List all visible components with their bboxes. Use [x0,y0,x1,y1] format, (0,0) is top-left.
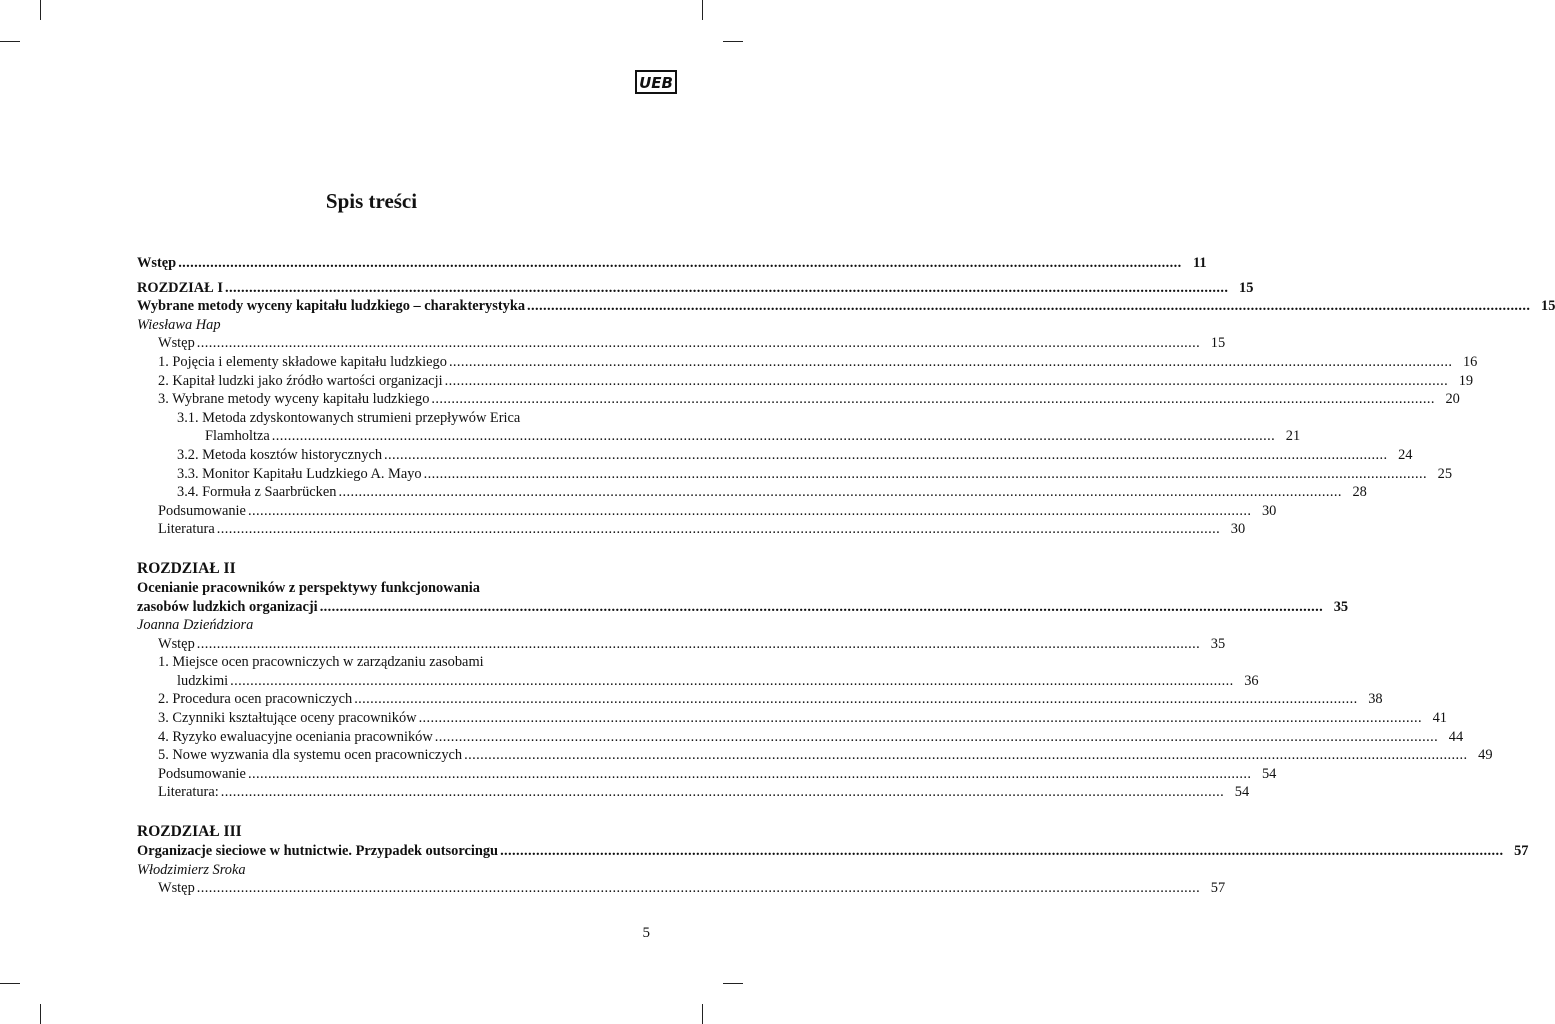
toc-entry[interactable]: 3. Czynniki kształtujące oceny pracowników ..... 41 [137,709,607,728]
toc-entry[interactable]: 1. Pojęcia i elementy składowe kapitału ludzkiego ..... 16 [137,353,607,372]
toc-entry[interactable]: 3.2. Metoda kosztów historycznych ..... 24 [137,446,607,465]
toc-entry[interactable]: Wstęp ..... 15 [137,334,607,353]
toc-entry-continuation[interactable]: Flamholtza ..... 21 [137,427,607,446]
toc-entry[interactable]: 5. Nowe wyzwania dla systemu ocen pracowniczych ..... 49 [137,746,607,765]
crop-mark [40,0,41,20]
toc-entry[interactable]: 1. Miejsce ocen pracowniczych w zarządzaniu zasobami [158,654,484,671]
toc-entry[interactable]: 3.3. Monitor Kapitału Ludzkiego A. Mayo ..... 25 [137,465,607,484]
toc-chapter-2-author: Joanna Dzieńdziora [137,617,254,634]
publisher-logo-icon [634,66,678,96]
toc-entry[interactable]: Podsumowanie ..... 54 [137,765,607,784]
toc-entry-intro[interactable]: Wstęp ..... 11 [137,254,607,273]
crop-mark [723,41,743,42]
toc-chapter-1-title[interactable]: Wybrane metody wyceny kapitału ludzkiego – charakterystyka ..... 15 [137,297,607,316]
crop-mark [723,983,743,984]
toc-entry[interactable]: Wstęp ..... 57 [137,879,607,898]
table-of-contents [137,254,1555,898]
toc-entry[interactable]: 3.4. Formuła z Saarbrücken ..... 28 [137,483,607,502]
toc-entry[interactable]: Literatura: ..... 54 [137,783,607,802]
toc-chapter-1-heading[interactable]: ROZDZIAŁ I ..... 15 [137,279,607,298]
crop-mark [0,983,20,984]
page-number: 5 [642,925,650,941]
toc-chapter-1-author: Wiesława Hap [137,316,221,333]
toc-entry[interactable]: 2. Procedura ocen pracowniczych ..... 38 [137,690,607,709]
toc-chapter-3-author: Włodzimierz Sroka [137,861,246,878]
toc-entry[interactable]: 3. Wybrane metody wyceny kapitału ludzkiego ..... 20 [137,390,607,409]
toc-entry-continuation[interactable]: ludzkimi ..... 36 [137,672,607,691]
toc-entry[interactable]: Wstęp ..... 35 [137,635,607,654]
crop-mark [40,1004,41,1024]
crop-mark [702,1004,703,1024]
toc-entry[interactable]: Literatura ..... 30 [137,520,607,539]
publisher-logo-text: UEB [639,74,673,92]
toc-entry[interactable]: 2. Kapitał ludzki jako źródło wartości organizacji ..... 19 [137,372,607,391]
toc-entry[interactable]: 4. Ryzyko ewaluacyjne oceniania pracowników ..... 44 [137,728,607,747]
toc-chapter-2-title[interactable]: Ocenianie pracowników z perspektywy funkcjonowania [137,579,480,596]
toc-entry[interactable]: 3.1. Metoda zdyskontowanych strumieni przepływów Erica [177,409,521,426]
crop-mark [0,41,20,42]
crop-mark [702,0,703,20]
toc-chapter-2-title-cont[interactable]: zasobów ludzkich organizacji ..... 35 [137,598,607,617]
toc-entry[interactable]: Podsumowanie ..... 30 [137,502,607,521]
page-title: Spis treści [325,189,418,213]
toc-chapter-3-heading[interactable]: ROZDZIAŁ III [137,823,242,841]
toc-chapter-3-title[interactable]: Organizacje sieciowe w hutnictwie. Przypadek outsorcingu ..... 57 [137,842,607,861]
toc-chapter-2-heading[interactable]: ROZDZIAŁ II [137,559,236,577]
